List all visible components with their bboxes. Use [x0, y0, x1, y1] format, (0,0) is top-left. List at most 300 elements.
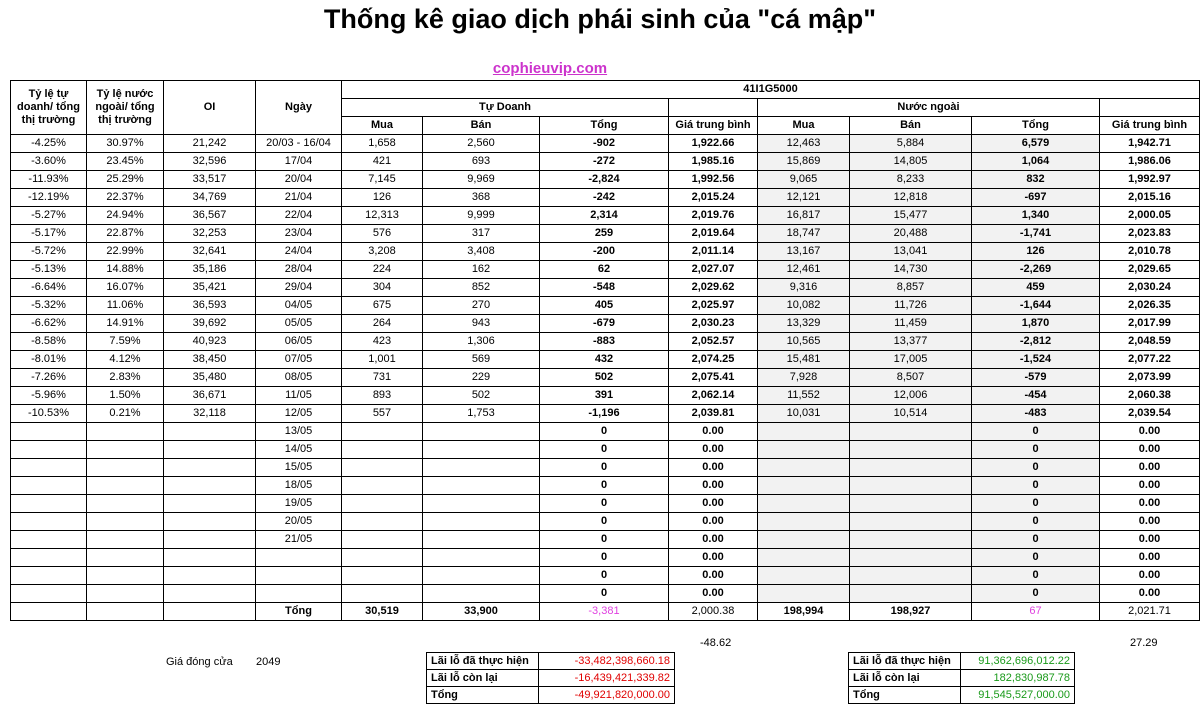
cell-date: 28/04 — [256, 261, 342, 279]
cell-nn-ban: 11,726 — [850, 297, 972, 315]
cell-nn-tong: 1,870 — [972, 315, 1100, 333]
pl-label: Tổng — [427, 687, 539, 704]
cell-td-mua — [342, 423, 423, 441]
cell-nn-mua — [758, 477, 850, 495]
header-nn-tong: Tổng — [972, 117, 1100, 135]
cell-nn-gia: 2,030.24 — [1100, 279, 1200, 297]
cell-td-mua: 126 — [342, 189, 423, 207]
cell-date: 19/05 — [256, 495, 342, 513]
cell-nn-gia: 0.00 — [1100, 567, 1200, 585]
cell-td-gia: 0.00 — [669, 549, 758, 567]
pl-row — [849, 653, 1075, 670]
table-row — [11, 405, 1200, 423]
totals-row — [11, 603, 1200, 621]
cell-td-ratio: -6.62% — [11, 315, 87, 333]
cell-td-tong: -1,196 — [540, 405, 669, 423]
cell-td-mua — [342, 531, 423, 549]
cell-td-gia: 2,011.14 — [669, 243, 758, 261]
cell-nn-gia: 0.00 — [1100, 477, 1200, 495]
pl-value: -16,439,421,339.82 — [539, 670, 675, 687]
cell-td-gia: 0.00 — [669, 459, 758, 477]
cell-td-gia: 1,992.56 — [669, 171, 758, 189]
cell-td-ban: 569 — [423, 351, 540, 369]
cell-td-ban: 368 — [423, 189, 540, 207]
cell-nn-ratio — [87, 585, 164, 603]
cell-nn-mua: 12,121 — [758, 189, 850, 207]
cell-nn-ratio: 2.83% — [87, 369, 164, 387]
cell-td-mua: 557 — [342, 405, 423, 423]
cell-nn-tong: -1,741 — [972, 225, 1100, 243]
cell-nn-tong: -2,269 — [972, 261, 1100, 279]
site-link[interactable]: cophieuvip.com — [492, 60, 608, 77]
cell-nn-tong: 0 — [972, 423, 1100, 441]
cell-nn-ban — [850, 549, 972, 567]
cell-td-gia: 2,039.81 — [669, 405, 758, 423]
table-row — [11, 225, 1200, 243]
cell-nn-mua — [758, 495, 850, 513]
cell-td-ban — [423, 549, 540, 567]
trade-table — [10, 80, 1200, 621]
cell-td-mua: 675 — [342, 297, 423, 315]
cell-nn-ratio: 24.94% — [87, 207, 164, 225]
cell-nn-mua — [758, 585, 850, 603]
cell-nn-mua — [758, 513, 850, 531]
cell-td-ratio: -3.60% — [11, 153, 87, 171]
totals-nn-tong: 67 — [972, 603, 1100, 621]
cell-nn-ban: 13,377 — [850, 333, 972, 351]
cell-date — [256, 567, 342, 585]
pl-row — [849, 670, 1075, 687]
cell-nn-ban — [850, 495, 972, 513]
cell-td-mua: 7,145 — [342, 171, 423, 189]
cell-td-ratio — [11, 549, 87, 567]
table-row — [11, 207, 1200, 225]
cell-td-gia: 0.00 — [669, 423, 758, 441]
pl-label: Tổng — [849, 687, 961, 704]
table-row — [11, 459, 1200, 477]
cell-td-gia: 2,075.41 — [669, 369, 758, 387]
table-row — [11, 387, 1200, 405]
cell-nn-ban: 8,507 — [850, 369, 972, 387]
cell-td-ratio — [11, 441, 87, 459]
cell-td-tong: -242 — [540, 189, 669, 207]
cell-td-ratio: -5.27% — [11, 207, 87, 225]
cell-td-ban: 693 — [423, 153, 540, 171]
cell-nn-ban — [850, 513, 972, 531]
cell-td-gia: 0.00 — [669, 585, 758, 603]
cell-nn-tong: 0 — [972, 567, 1100, 585]
cell-nn-tong: 0 — [972, 477, 1100, 495]
cell-nn-ban: 15,477 — [850, 207, 972, 225]
cell-oi: 35,421 — [164, 279, 256, 297]
cell-td-tong: -2,824 — [540, 171, 669, 189]
cell-nn-ratio: 22.87% — [87, 225, 164, 243]
cell-nn-gia: 0.00 — [1100, 423, 1200, 441]
cell-td-ratio — [11, 495, 87, 513]
cell-td-ratio: -5.96% — [11, 387, 87, 405]
cell-td-ban: 9,999 — [423, 207, 540, 225]
cell-td-mua: 731 — [342, 369, 423, 387]
cell-td-tong: 0 — [540, 513, 669, 531]
header-contract: 41I1G5000 — [342, 81, 1200, 99]
cell-td-ratio: -4.25% — [11, 135, 87, 153]
table-row — [11, 297, 1200, 315]
cell-date: 20/04 — [256, 171, 342, 189]
cell-nn-gia: 2,048.59 — [1100, 333, 1200, 351]
cell-nn-gia: 1,942.71 — [1100, 135, 1200, 153]
header-oi: OI — [164, 81, 256, 135]
diff-nn: 27.29 — [1130, 637, 1158, 649]
cell-nn-gia: 2,015.16 — [1100, 189, 1200, 207]
cell-td-gia: 2,025.97 — [669, 297, 758, 315]
cell-date — [256, 549, 342, 567]
table-row — [11, 135, 1200, 153]
cell-td-mua — [342, 549, 423, 567]
cell-oi: 38,450 — [164, 351, 256, 369]
cell-td-gia: 2,029.62 — [669, 279, 758, 297]
header-blank — [669, 99, 758, 117]
cell-date: 05/05 — [256, 315, 342, 333]
cell-date: 21/04 — [256, 189, 342, 207]
cell-nn-mua — [758, 423, 850, 441]
cell-nn-mua: 10,031 — [758, 405, 850, 423]
pl-table-tu-doanh — [426, 652, 675, 704]
cell-nn-gia: 0.00 — [1100, 513, 1200, 531]
cell-td-gia: 2,019.64 — [669, 225, 758, 243]
header-td-gia: Giá trung bình — [669, 117, 758, 135]
cell-td-ban — [423, 585, 540, 603]
totals-nn-mua: 198,994 — [758, 603, 850, 621]
cell-td-mua: 576 — [342, 225, 423, 243]
table-body — [11, 135, 1200, 603]
cell-date: 22/04 — [256, 207, 342, 225]
cell-nn-ratio — [87, 513, 164, 531]
cell-nn-mua: 13,329 — [758, 315, 850, 333]
cell-date: 06/05 — [256, 333, 342, 351]
cell-nn-ban: 13,041 — [850, 243, 972, 261]
cell-nn-tong: -697 — [972, 189, 1100, 207]
header-nuoc-ngoai: Nước ngoài — [758, 99, 1100, 117]
cell-nn-mua — [758, 441, 850, 459]
cell-td-mua: 224 — [342, 261, 423, 279]
cell-nn-ratio — [87, 495, 164, 513]
cell-td-tong: -902 — [540, 135, 669, 153]
cell-td-ban — [423, 477, 540, 495]
cell-nn-tong: 6,579 — [972, 135, 1100, 153]
cell-date: 17/04 — [256, 153, 342, 171]
cell-td-tong: 0 — [540, 495, 669, 513]
cell-nn-ratio: 25.29% — [87, 171, 164, 189]
cell-nn-mua: 18,747 — [758, 225, 850, 243]
header-td-tong: Tổng — [540, 117, 669, 135]
table-row — [11, 333, 1200, 351]
page-title: Thống kê giao dịch phái sinh của "cá mập" — [323, 4, 877, 34]
cell-nn-mua: 9,065 — [758, 171, 850, 189]
cell-td-ratio — [11, 585, 87, 603]
cell-td-tong: 432 — [540, 351, 669, 369]
cell-td-ban — [423, 459, 540, 477]
cell-nn-tong: 0 — [972, 585, 1100, 603]
cell-td-tong: -679 — [540, 315, 669, 333]
cell-td-tong: 502 — [540, 369, 669, 387]
cell-nn-ratio — [87, 567, 164, 585]
cell-nn-gia: 0.00 — [1100, 585, 1200, 603]
cell-oi — [164, 513, 256, 531]
table-row — [11, 369, 1200, 387]
cell-oi — [164, 495, 256, 513]
pl-value: 182,830,987.78 — [961, 670, 1075, 687]
cell-td-mua: 1,001 — [342, 351, 423, 369]
table-row — [11, 423, 1200, 441]
cell-td-ban — [423, 531, 540, 549]
cell-nn-ratio: 23.45% — [87, 153, 164, 171]
cell-td-mua — [342, 567, 423, 585]
cell-td-ratio — [11, 531, 87, 549]
cell-td-mua: 421 — [342, 153, 423, 171]
cell-nn-tong: 0 — [972, 513, 1100, 531]
cell-date: 24/04 — [256, 243, 342, 261]
cell-oi — [164, 423, 256, 441]
cell-nn-gia: 0.00 — [1100, 459, 1200, 477]
cell-oi: 39,692 — [164, 315, 256, 333]
header-nn-gia: Giá trung bình — [1100, 117, 1200, 135]
cell-nn-ratio — [87, 477, 164, 495]
pl-label: Lãi lỗ đã thực hiện — [849, 653, 961, 670]
cell-td-tong: -883 — [540, 333, 669, 351]
cell-td-tong: 259 — [540, 225, 669, 243]
cell-nn-ban: 11,459 — [850, 315, 972, 333]
table-row — [11, 351, 1200, 369]
cell-td-tong: 0 — [540, 423, 669, 441]
cell-nn-ratio: 0.21% — [87, 405, 164, 423]
cell-oi: 32,596 — [164, 153, 256, 171]
cell-td-ratio — [11, 567, 87, 585]
cell-nn-mua: 9,316 — [758, 279, 850, 297]
totals-td-ban: 33,900 — [423, 603, 540, 621]
cell-date: 23/04 — [256, 225, 342, 243]
cell-td-gia: 2,019.76 — [669, 207, 758, 225]
cell-nn-gia: 2,026.35 — [1100, 297, 1200, 315]
cell-td-ban: 2,560 — [423, 135, 540, 153]
cell-date: 15/05 — [256, 459, 342, 477]
cell-date: 07/05 — [256, 351, 342, 369]
cell-nn-mua: 13,167 — [758, 243, 850, 261]
cell-oi: 34,769 — [164, 189, 256, 207]
cell-td-gia: 1,985.16 — [669, 153, 758, 171]
table-row — [11, 153, 1200, 171]
table-row — [11, 261, 1200, 279]
cell-td-tong: -272 — [540, 153, 669, 171]
cell-td-mua: 3,208 — [342, 243, 423, 261]
cell-nn-mua — [758, 531, 850, 549]
cell-nn-ratio — [87, 549, 164, 567]
cell-td-ban: 270 — [423, 297, 540, 315]
cell-nn-mua — [758, 549, 850, 567]
pl-row — [427, 670, 675, 687]
cell-date: 11/05 — [256, 387, 342, 405]
cell-nn-tong: -483 — [972, 405, 1100, 423]
cell-nn-gia: 2,060.38 — [1100, 387, 1200, 405]
cell-date: 14/05 — [256, 441, 342, 459]
table-row — [11, 567, 1200, 585]
pl-value: -33,482,398,660.18 — [539, 653, 675, 670]
cell-td-tong: 0 — [540, 567, 669, 585]
cell-nn-ratio: 14.88% — [87, 261, 164, 279]
cell-nn-ban: 8,233 — [850, 171, 972, 189]
cell-nn-tong: -1,524 — [972, 351, 1100, 369]
pl-value: -49,921,820,000.00 — [539, 687, 675, 704]
header-nn-ratio: Tỷ lệ nước ngoài/ tổng thị trường — [87, 81, 164, 135]
cell-td-tong: 0 — [540, 585, 669, 603]
cell-nn-gia: 0.00 — [1100, 549, 1200, 567]
cell-oi: 32,253 — [164, 225, 256, 243]
cell-nn-tong: 459 — [972, 279, 1100, 297]
cell-td-tong: 391 — [540, 387, 669, 405]
cell-oi — [164, 549, 256, 567]
table-row — [11, 189, 1200, 207]
cell-nn-ban — [850, 585, 972, 603]
pl-row — [427, 653, 675, 670]
header-td-mua: Mua — [342, 117, 423, 135]
cell-oi: 36,671 — [164, 387, 256, 405]
cell-td-tong: 0 — [540, 531, 669, 549]
cell-td-ban: 943 — [423, 315, 540, 333]
cell-nn-ban — [850, 459, 972, 477]
cell-nn-tong: 832 — [972, 171, 1100, 189]
table-row — [11, 243, 1200, 261]
cell-td-ban: 1,306 — [423, 333, 540, 351]
header-nn-mua: Mua — [758, 117, 850, 135]
cell-oi: 32,641 — [164, 243, 256, 261]
cell-nn-gia: 1,992.97 — [1100, 171, 1200, 189]
table-row — [11, 441, 1200, 459]
cell-oi — [164, 441, 256, 459]
cell-nn-ban: 10,514 — [850, 405, 972, 423]
cell-td-ratio: -5.72% — [11, 243, 87, 261]
cell-td-ban — [423, 513, 540, 531]
closing-value: 2049 — [256, 656, 281, 668]
cell-nn-ban — [850, 531, 972, 549]
cell-date: 18/05 — [256, 477, 342, 495]
cell-td-mua: 12,313 — [342, 207, 423, 225]
cell-td-tong: -548 — [540, 279, 669, 297]
totals-nn-gia: 2,021.71 — [1100, 603, 1200, 621]
diff-td: -48.62 — [700, 637, 732, 649]
pl-label: Lãi lỗ còn lại — [849, 670, 961, 687]
cell-nn-ban: 12,818 — [850, 189, 972, 207]
cell-nn-mua: 10,565 — [758, 333, 850, 351]
cell-nn-ban — [850, 441, 972, 459]
cell-oi — [164, 531, 256, 549]
cell-oi: 36,567 — [164, 207, 256, 225]
cell-td-mua: 1,658 — [342, 135, 423, 153]
cell-nn-gia: 2,039.54 — [1100, 405, 1200, 423]
cell-nn-ban: 20,488 — [850, 225, 972, 243]
pl-label: Lãi lỗ đã thực hiện — [427, 653, 539, 670]
cell-td-mua — [342, 585, 423, 603]
cell-nn-tong: 126 — [972, 243, 1100, 261]
cell-nn-ban: 14,805 — [850, 153, 972, 171]
cell-td-tong: 0 — [540, 549, 669, 567]
cell-td-tong: 0 — [540, 477, 669, 495]
cell-nn-tong: 0 — [972, 549, 1100, 567]
cell-td-tong: -200 — [540, 243, 669, 261]
cell-td-ratio: -12.19% — [11, 189, 87, 207]
cell-td-ratio: -7.26% — [11, 369, 87, 387]
closing-label: Giá đóng cửa — [166, 656, 233, 668]
cell-nn-gia: 2,029.65 — [1100, 261, 1200, 279]
cell-nn-ratio: 14.91% — [87, 315, 164, 333]
header-tu-doanh: Tự Doanh — [342, 99, 669, 117]
cell-date — [256, 585, 342, 603]
cell-td-ban — [423, 495, 540, 513]
totals-blank — [11, 603, 87, 621]
cell-td-ban — [423, 567, 540, 585]
cell-nn-mua — [758, 459, 850, 477]
cell-td-ban — [423, 423, 540, 441]
table-row — [11, 171, 1200, 189]
cell-td-ratio: -10.53% — [11, 405, 87, 423]
cell-nn-ban: 12,006 — [850, 387, 972, 405]
cell-date: 04/05 — [256, 297, 342, 315]
cell-nn-ratio — [87, 531, 164, 549]
cell-nn-ratio: 22.99% — [87, 243, 164, 261]
header-td-ratio: Tỷ lệ tự doanh/ tổng thị trường — [11, 81, 87, 135]
cell-nn-tong: 1,340 — [972, 207, 1100, 225]
cell-td-ban: 3,408 — [423, 243, 540, 261]
cell-nn-ratio: 11.06% — [87, 297, 164, 315]
cell-td-gia: 2,052.57 — [669, 333, 758, 351]
cell-nn-tong: 1,064 — [972, 153, 1100, 171]
cell-td-mua: 264 — [342, 315, 423, 333]
table-row — [11, 549, 1200, 567]
table-row — [11, 315, 1200, 333]
cell-nn-gia: 0.00 — [1100, 495, 1200, 513]
cell-td-tong: 2,314 — [540, 207, 669, 225]
cell-nn-tong: -579 — [972, 369, 1100, 387]
pl-row — [427, 687, 675, 704]
cell-td-ratio — [11, 513, 87, 531]
pl-value: 91,545,527,000.00 — [961, 687, 1075, 704]
cell-nn-tong: -2,812 — [972, 333, 1100, 351]
cell-td-tong: 405 — [540, 297, 669, 315]
header-nn-ban: Bán — [850, 117, 972, 135]
header-date: Ngày — [256, 81, 342, 135]
cell-oi: 21,242 — [164, 135, 256, 153]
cell-nn-ratio — [87, 459, 164, 477]
cell-td-gia: 0.00 — [669, 495, 758, 513]
cell-nn-tong: -454 — [972, 387, 1100, 405]
cell-nn-mua: 11,552 — [758, 387, 850, 405]
cell-nn-mua: 16,817 — [758, 207, 850, 225]
cell-oi — [164, 585, 256, 603]
cell-date: 21/05 — [256, 531, 342, 549]
cell-nn-ban — [850, 567, 972, 585]
cell-td-gia: 2,074.25 — [669, 351, 758, 369]
cell-nn-ratio: 1.50% — [87, 387, 164, 405]
cell-date: 20/05 — [256, 513, 342, 531]
header-blank — [1100, 99, 1200, 117]
cell-nn-mua — [758, 567, 850, 585]
cell-oi: 33,517 — [164, 171, 256, 189]
totals-blank — [164, 603, 256, 621]
cell-nn-gia: 2,010.78 — [1100, 243, 1200, 261]
cell-oi — [164, 459, 256, 477]
cell-td-ratio: -5.17% — [11, 225, 87, 243]
table-row — [11, 585, 1200, 603]
cell-oi — [164, 477, 256, 495]
cell-nn-mua: 12,463 — [758, 135, 850, 153]
